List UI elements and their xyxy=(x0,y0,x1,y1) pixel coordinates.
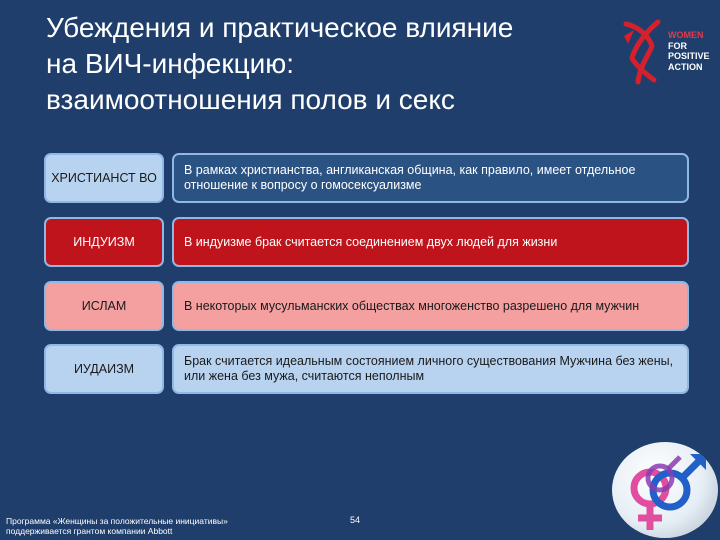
logo-text xyxy=(668,30,710,72)
row-description: Брак считается идеальным состоянием личного существования Мужчина без жены, или жена без мужа, считаются неполным xyxy=(172,344,689,394)
row-description: В рамках христианства, англиканская община, как правило, имеет отдельное отношение к вопросу о гомосексуализме xyxy=(172,153,689,203)
logo-word-positive: POSITIVE xyxy=(668,51,710,61)
row-label: ИУДАИЗМ xyxy=(44,344,164,394)
title-line-1: Убеждения и практическое влияние xyxy=(46,12,514,43)
title-line-2: на ВИЧ-инфекцию: xyxy=(46,48,295,79)
logo-word-for: FOR xyxy=(668,40,687,51)
row-islam xyxy=(44,281,689,331)
slide-title xyxy=(46,10,606,118)
page-number: 54 xyxy=(350,515,361,525)
title-line-3: взаимоотношения полов и секс xyxy=(46,84,455,115)
footer-credit xyxy=(6,516,228,536)
footer-line-1: Программа «Женщины за положительные инициативы» xyxy=(6,516,228,526)
row-label: ХРИСТИАНСТ ВО xyxy=(44,153,164,203)
wfpa-logo xyxy=(618,16,718,86)
row-christianity xyxy=(44,153,689,203)
row-description: В некоторых мусульманских обществах многоженство разрешено для мужчин xyxy=(172,281,689,331)
footer-line-2: поддерживается грантом компании Abbott xyxy=(6,526,173,536)
ribbon-logo-icon xyxy=(618,16,668,86)
row-hinduism xyxy=(44,217,689,267)
row-label: ИНДУИЗМ xyxy=(44,217,164,267)
row-description: В индуизме брак считается соединением двух людей для жизни xyxy=(172,217,689,267)
row-label: ИСЛАМ xyxy=(44,281,164,331)
gender-symbols-icon xyxy=(612,442,718,538)
row-judaism xyxy=(44,344,689,394)
gender-symbols-image xyxy=(612,442,718,538)
logo-word-action: ACTION xyxy=(668,61,703,72)
logo-word-women: WOMEN xyxy=(668,30,704,40)
